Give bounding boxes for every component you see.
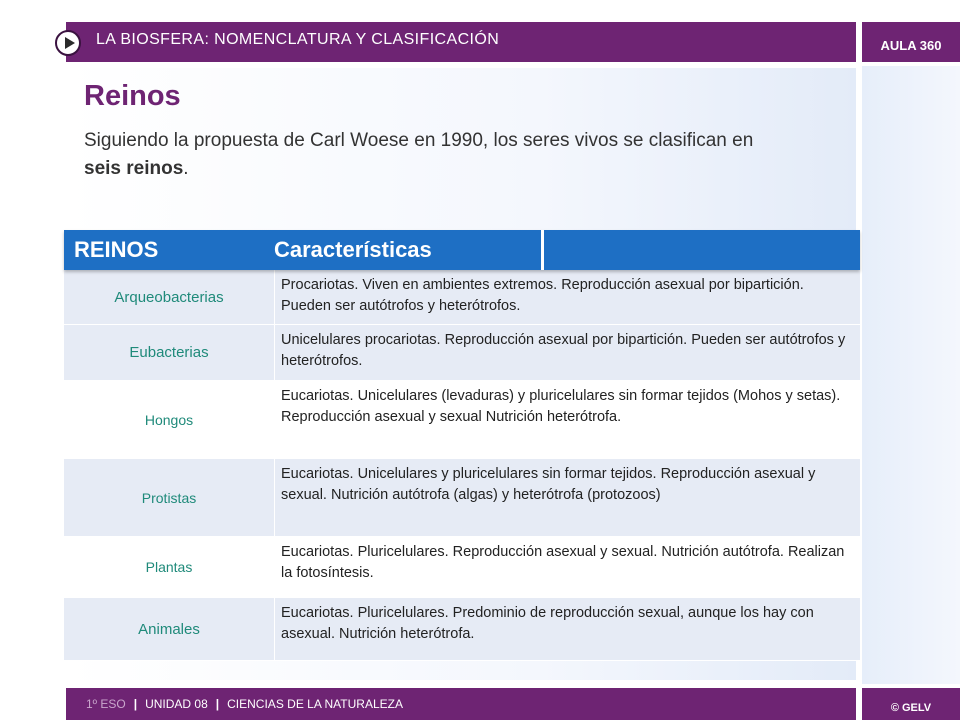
footer-bar <box>66 688 856 720</box>
kingdoms-table <box>64 230 860 661</box>
table-row <box>64 459 860 537</box>
table-row <box>64 325 860 381</box>
kingdom-name: Arqueobacterias <box>64 270 275 324</box>
kingdom-name: Plantas <box>64 537 275 597</box>
intro-highlight: seis reinos <box>84 158 184 179</box>
header-divider <box>541 230 544 270</box>
kingdom-description: Eucariotas. Unicelulares y pluricelulares sin formar tejidos. Reproducción asexual y sexual. Nutrición autótrofa (algas) y heterótrofa (protozoos) <box>281 466 816 503</box>
intro-text: Siguiendo la propuesta de Carl Woese en 1990, los seres vivos se clasifican en <box>84 130 754 151</box>
header-title: LA BIOSFERA: NOMENCLATURA Y CLASIFICACIÓN <box>96 31 500 48</box>
kingdom-description: Procariotas. Viven en ambientes extremos. Reproducción asexual por bipartición. Pueden ser autótrofos y heterótrofos. <box>281 277 804 314</box>
page-title: Reinos <box>84 80 181 112</box>
kingdom-name: Animales <box>64 598 275 660</box>
kingdom-name: Protistas <box>64 459 275 536</box>
table-row <box>64 270 860 325</box>
kingdom-name: Eubacterias <box>64 325 275 380</box>
kingdom-description: Eucariotas. Unicelulares (levaduras) y pluricelulares sin formar tejidos (Mohos y setas). Reproducción asexual y sexual Nutrición heterótrofa. <box>281 388 841 425</box>
header-reinos: REINOS <box>74 237 159 262</box>
intro-paragraph <box>84 127 784 183</box>
intro-end: . <box>183 158 189 179</box>
table-header <box>64 230 860 270</box>
kingdom-description: Eucariotas. Pluricelulares. Reproducción asexual y sexual. Nutrición autótrofa. Realizan la fotosíntesis. <box>281 544 845 581</box>
footer-subject: CIENCIAS DE LA NATURALEZA <box>227 697 403 711</box>
table-row <box>64 537 860 598</box>
footer-course: 1º ESO <box>86 697 126 711</box>
footer-unit: UNIDAD 08 <box>145 697 208 711</box>
kingdom-description: Unicelulares procariotas. Reproducción asexual por bipartición. Pueden ser autótrofos y heterótrofos. <box>281 332 846 369</box>
header-caracteristicas: Características <box>274 237 432 262</box>
footer-separator: | <box>215 697 220 711</box>
kingdom-name: Hongos <box>64 381 275 458</box>
aula-badge: AULA 360 <box>862 22 960 62</box>
footer-separator: | <box>133 697 138 711</box>
play-icon[interactable] <box>55 30 81 56</box>
kingdom-description: Eucariotas. Pluricelulares. Predominio de reproducción sexual, aunque los hay con asexual. Nutrición heterótrofa. <box>281 605 814 642</box>
right-side-panel <box>862 66 960 684</box>
table-row <box>64 598 860 661</box>
table-row <box>64 381 860 459</box>
copyright: © GELV <box>862 688 960 720</box>
